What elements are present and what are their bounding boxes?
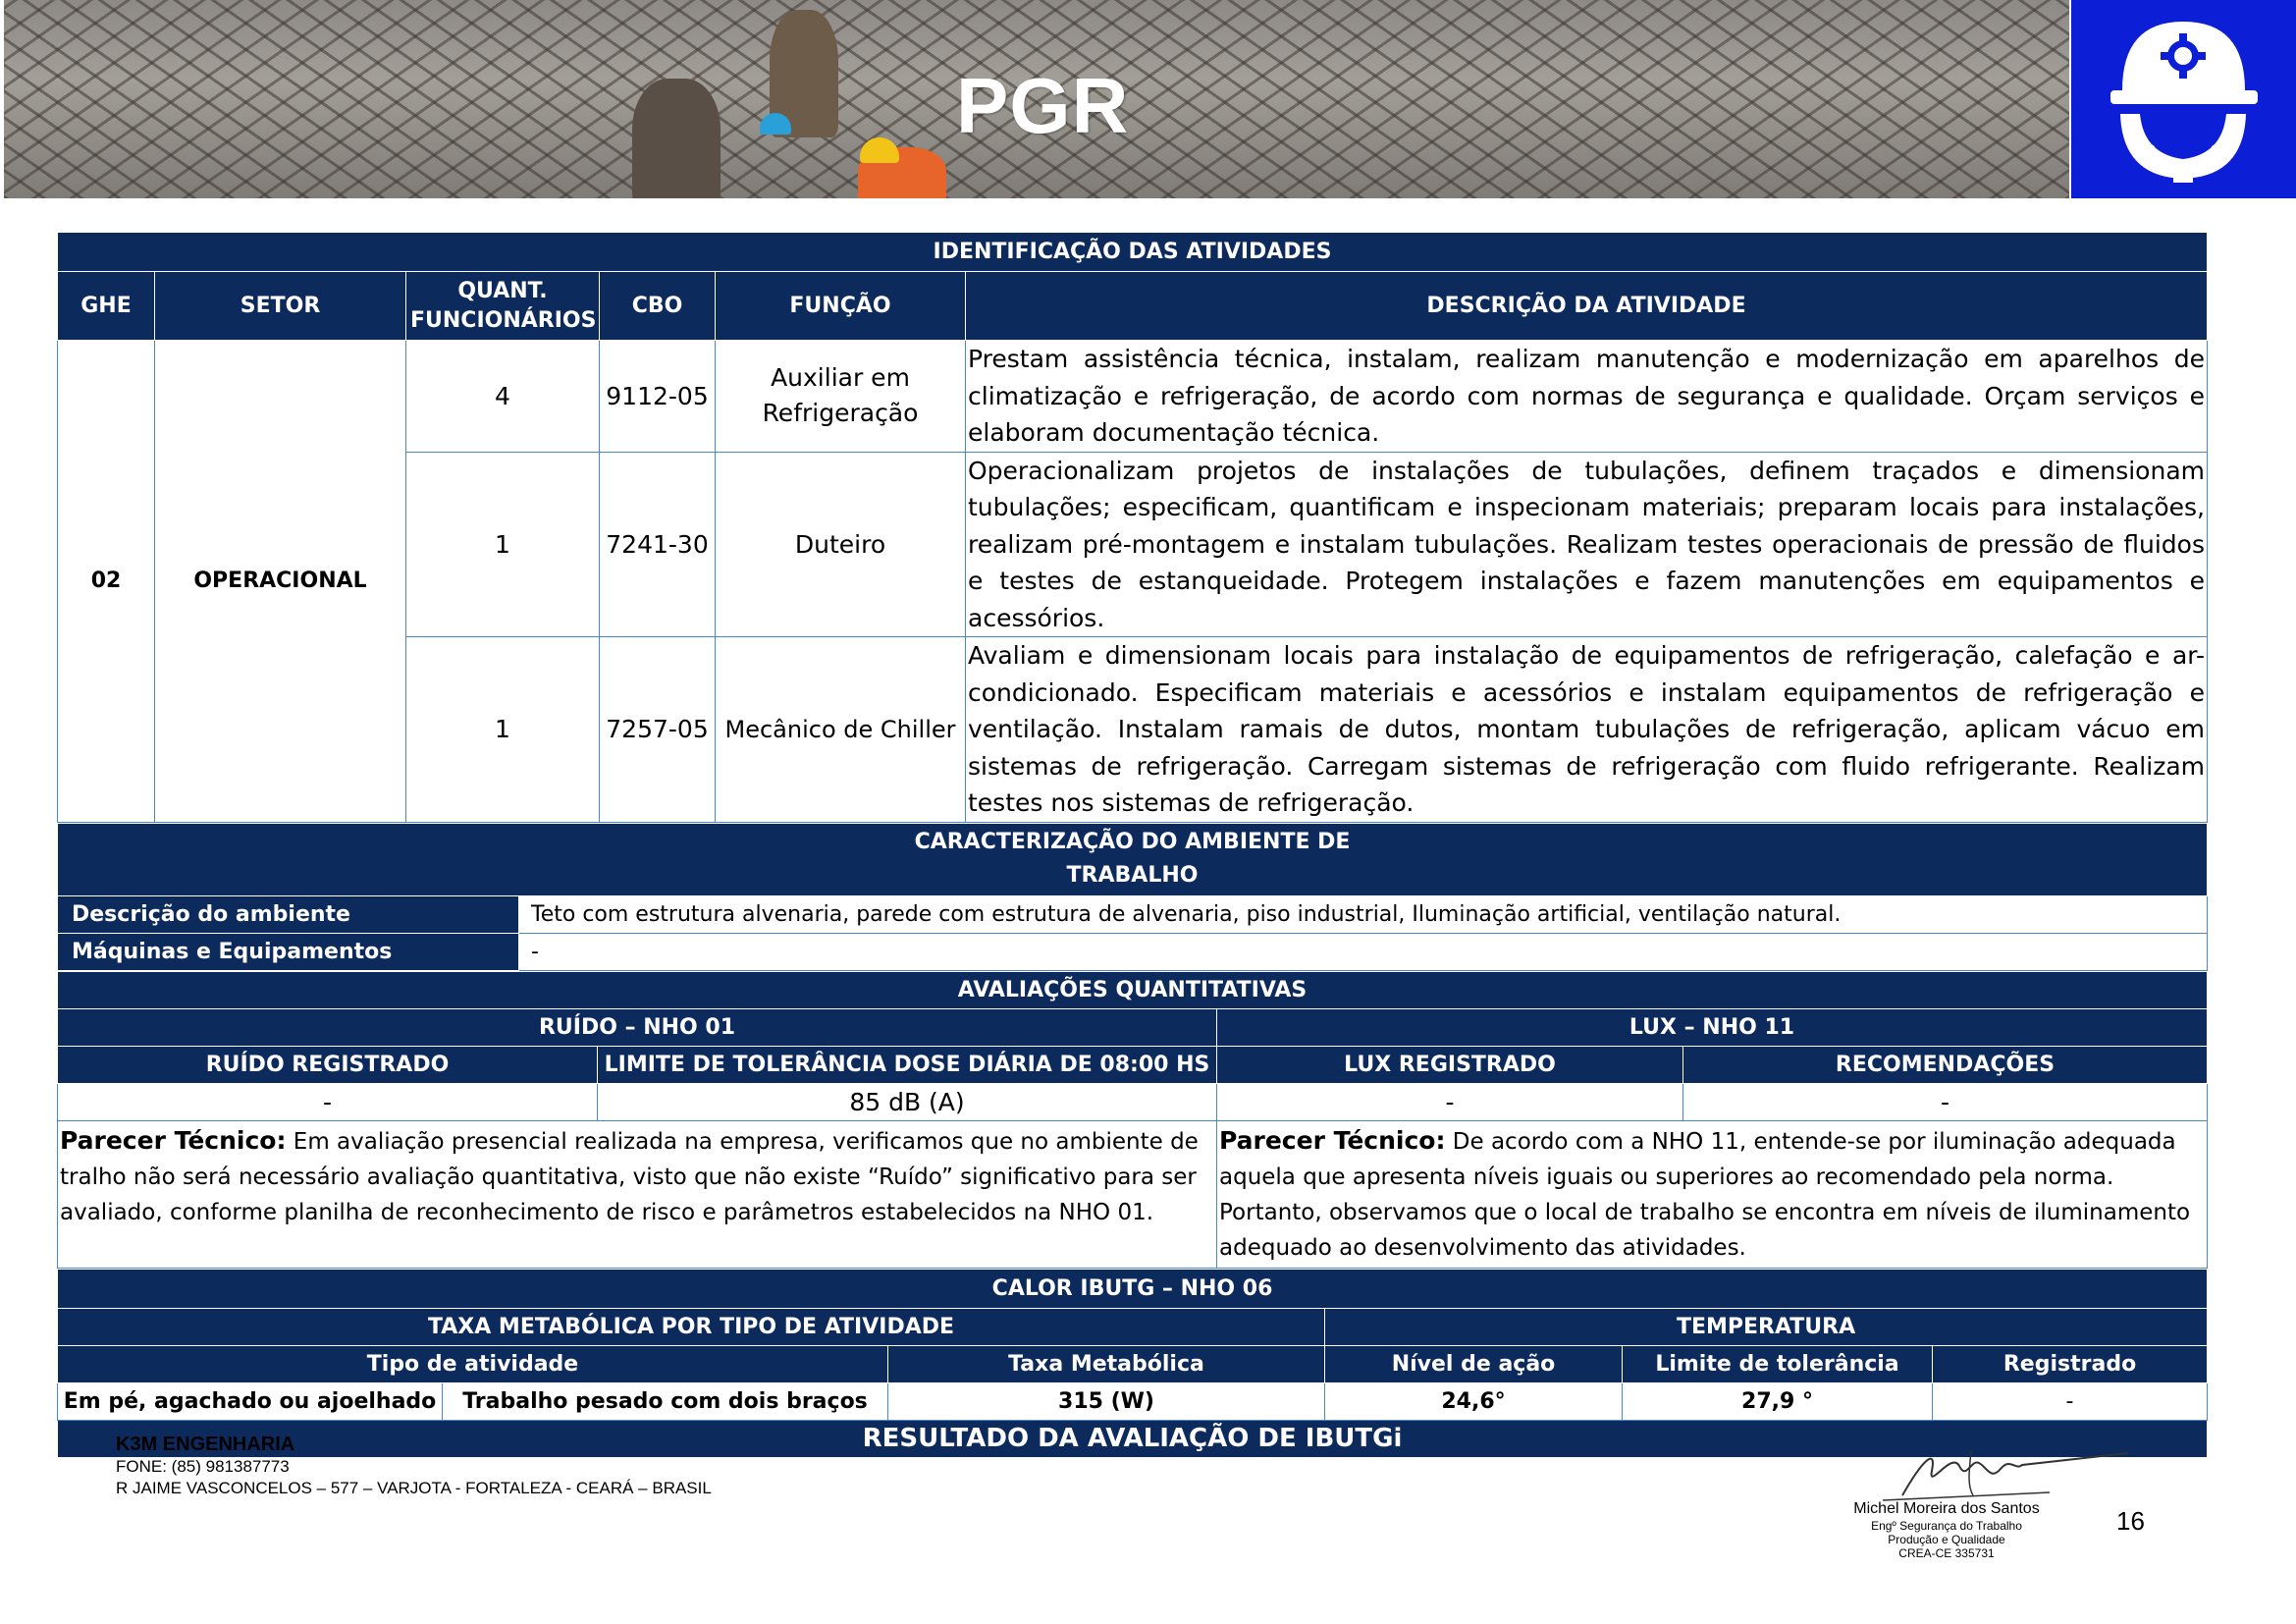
environment-table bbox=[57, 823, 2208, 971]
col-descricao: DESCRIÇÃO DA ATIVIDADE bbox=[966, 272, 2208, 341]
funcao-value: Auxiliar em Refrigeração bbox=[716, 341, 966, 453]
quant-value: 1 bbox=[406, 452, 600, 637]
machines-label: Máquinas e Equipamentos bbox=[58, 933, 519, 970]
lux-recommendations-value: - bbox=[1683, 1083, 2208, 1120]
col-setor: SETOR bbox=[155, 272, 406, 341]
signer-subtitle: Produção e Qualidade bbox=[1888, 1533, 2005, 1546]
work-type-value: Trabalho pesado com dois braços bbox=[443, 1382, 888, 1420]
posture-value: Em pé, agachado ou ajoelhado bbox=[58, 1382, 443, 1420]
setor-value: OPERACIONAL bbox=[155, 341, 406, 823]
noise-opinion-text: Em avaliação presencial realizada na empresa, verificamos que no ambiente de tralho não será necessário avaliação quantitativa, visto que não existe “Ruído” significativo para ser avaliado, conforme planilha de reconhecimento de risco e parâmetros estabelecidos na NHO 01. bbox=[60, 1128, 1199, 1225]
lux-registered-header: LUX REGISTRADO bbox=[1217, 1046, 1683, 1083]
lux-opinion bbox=[1217, 1120, 2208, 1268]
noise-registered-value: - bbox=[58, 1083, 598, 1120]
temperature-title: TEMPERATURA bbox=[1325, 1308, 2208, 1345]
noise-limit-header: LIMITE DE TOLERÂNCIA DOSE DIÁRIA DE 08:00 HS bbox=[598, 1046, 1217, 1083]
machines-value: - bbox=[519, 933, 2208, 970]
footer-phone: FONE: (85) 981387773 bbox=[116, 1457, 290, 1476]
cbo-value: 7257-05 bbox=[600, 637, 716, 823]
ghe-value: 02 bbox=[58, 341, 155, 823]
footer bbox=[116, 1434, 712, 1499]
environment-description-value: Teto com estrutura alvenaria, parede com estrutura de alvenaria, piso industrial, Iluminação artificial, ventilação natural. bbox=[519, 895, 2208, 933]
identification-table bbox=[57, 232, 2208, 823]
tolerance-limit-header: Limite de tolerância bbox=[1623, 1345, 1933, 1382]
lux-recommendations-header: RECOMENDAÇÕES bbox=[1683, 1046, 2208, 1083]
descricao-value: Prestam assistência técnica, instalam, realizam manutenção e modernização em aparelhos de climatização e refrigeração, de acordo com normas de segurança e qualidade. Orçam serviços e elaboram documentação técnica. bbox=[966, 341, 2208, 453]
registered-header: Registrado bbox=[1933, 1345, 2208, 1382]
environment-title bbox=[58, 823, 2208, 895]
col-quant: QUANT. FUNCIONÁRIOS bbox=[406, 272, 600, 341]
noise-opinion-label: Parecer Técnico: bbox=[60, 1125, 287, 1155]
header-banner bbox=[4, 0, 2069, 198]
cbo-value: 7241-30 bbox=[600, 452, 716, 637]
table-row bbox=[58, 341, 2208, 453]
footer-address: R JAIME VASCONCELOS – 577 – VARJOTA - FORTALEZA - CEARÁ – BRASIL bbox=[116, 1479, 712, 1497]
descricao-value: Operacionalizam projetos de instalações de tubulações, definem traçados e dimensionam tubulações; especificam, quantificam e inspecionam materiais; preparam locais para instalações, realizam pré-montagem e instalam tubulações. Realizam testes operacionais de pressão de fluidos e testes de estanqueidade. Protegem instalações e fazem manutenções em equipamentos e acessórios. bbox=[966, 452, 2208, 637]
page-title: PGR bbox=[956, 62, 1130, 149]
noise-opinion bbox=[58, 1120, 1217, 1268]
hard-hat-icon bbox=[860, 137, 899, 163]
environment-description-label: Descrição do ambiente bbox=[58, 895, 519, 933]
quant-value: 1 bbox=[406, 637, 600, 823]
lux-opinion-text: De acordo com a NHO 11, entende-se por iluminação adequada aquela que apresenta níveis iguais ou superiores ao recomendado pela norma. Portanto, observamos que o local de trabalho se encontra em níveis de iluminamento adequado ao desenvolvimento das atividades. bbox=[1219, 1128, 2191, 1261]
quantitative-table bbox=[57, 971, 2208, 1269]
tolerance-limit-value: 27,9 ° bbox=[1623, 1382, 1933, 1420]
ibutg-result-title: RESULTADO DA AVALIAÇÃO DE IBUTGi bbox=[58, 1420, 2208, 1457]
lux-opinion-label: Parecer Técnico: bbox=[1219, 1125, 1446, 1155]
metabolic-title: TAXA METABÓLICA POR TIPO DE ATIVIDADE bbox=[58, 1308, 1325, 1345]
action-level-value: 24,6° bbox=[1325, 1382, 1623, 1420]
cbo-value: 9112-05 bbox=[600, 341, 716, 453]
signer-crea: CREA-CE 335731 bbox=[1898, 1546, 1995, 1560]
worker-figure bbox=[632, 79, 721, 198]
activity-type-header: Tipo de atividade bbox=[58, 1345, 888, 1382]
col-funcao: FUNÇÃO bbox=[716, 272, 966, 341]
company-logo bbox=[2071, 0, 2296, 198]
environment-title-line2: TRABALHO bbox=[1066, 863, 1199, 888]
activities-sheet bbox=[57, 232, 2207, 1458]
registered-value: - bbox=[1933, 1382, 2208, 1420]
signer-name: Michel Moreira dos Santos bbox=[1853, 1500, 2040, 1517]
col-cbo: CBO bbox=[600, 272, 716, 341]
funcao-value: Mecânico de Chiller bbox=[716, 637, 966, 823]
noise-registered-header: RUÍDO REGISTRADO bbox=[58, 1046, 598, 1083]
descricao-value: Avaliam e dimensionam locais para instalação de equipamentos de refrigeração, calefação e ar-condicionado. Especificam materiais e acessórios e instalam equipamentos de refrigeração e ventilação. Instalam ramais de dutos, montam tubulações de refrigeração, aplicam vácuo em sistemas de refrigeração. Carregam sistemas de refrigeração com fluido refrigerante. Realizam testes nos sistemas de refrigeração. bbox=[966, 637, 2208, 823]
identification-title: IDENTIFICAÇÃO DAS ATIVIDADES bbox=[58, 233, 2208, 272]
heat-table bbox=[57, 1269, 2208, 1458]
funcao-value: Duteiro bbox=[716, 452, 966, 637]
page-number: 16 bbox=[2116, 1506, 2145, 1536]
col-ghe: GHE bbox=[58, 272, 155, 341]
heat-title: CALOR IBUTG – NHO 06 bbox=[58, 1269, 2208, 1308]
helmet-gear-icon bbox=[2103, 12, 2265, 184]
quantitative-title: AVALIAÇÕES QUANTITATIVAS bbox=[58, 971, 2208, 1008]
quant-value: 4 bbox=[406, 341, 600, 453]
footer-company: K3M ENGENHARIA bbox=[116, 1434, 295, 1455]
signer-title: Engº Segurança do Trabalho bbox=[1871, 1519, 2022, 1533]
metabolic-rate-header: Taxa Metabólica bbox=[888, 1345, 1325, 1382]
noise-limit-value: 85 dB (A) bbox=[598, 1083, 1217, 1120]
environment-title-line1: CARACTERIZAÇÃO DO AMBIENTE DE bbox=[914, 830, 1351, 854]
lux-title: LUX – NHO 11 bbox=[1217, 1008, 2208, 1046]
metabolic-rate-value: 315 (W) bbox=[888, 1382, 1325, 1420]
noise-title: RUÍDO – NHO 01 bbox=[58, 1008, 1217, 1046]
signature-block bbox=[1843, 1441, 2138, 1569]
action-level-header: Nível de ação bbox=[1325, 1345, 1623, 1382]
lux-registered-value: - bbox=[1217, 1083, 1683, 1120]
